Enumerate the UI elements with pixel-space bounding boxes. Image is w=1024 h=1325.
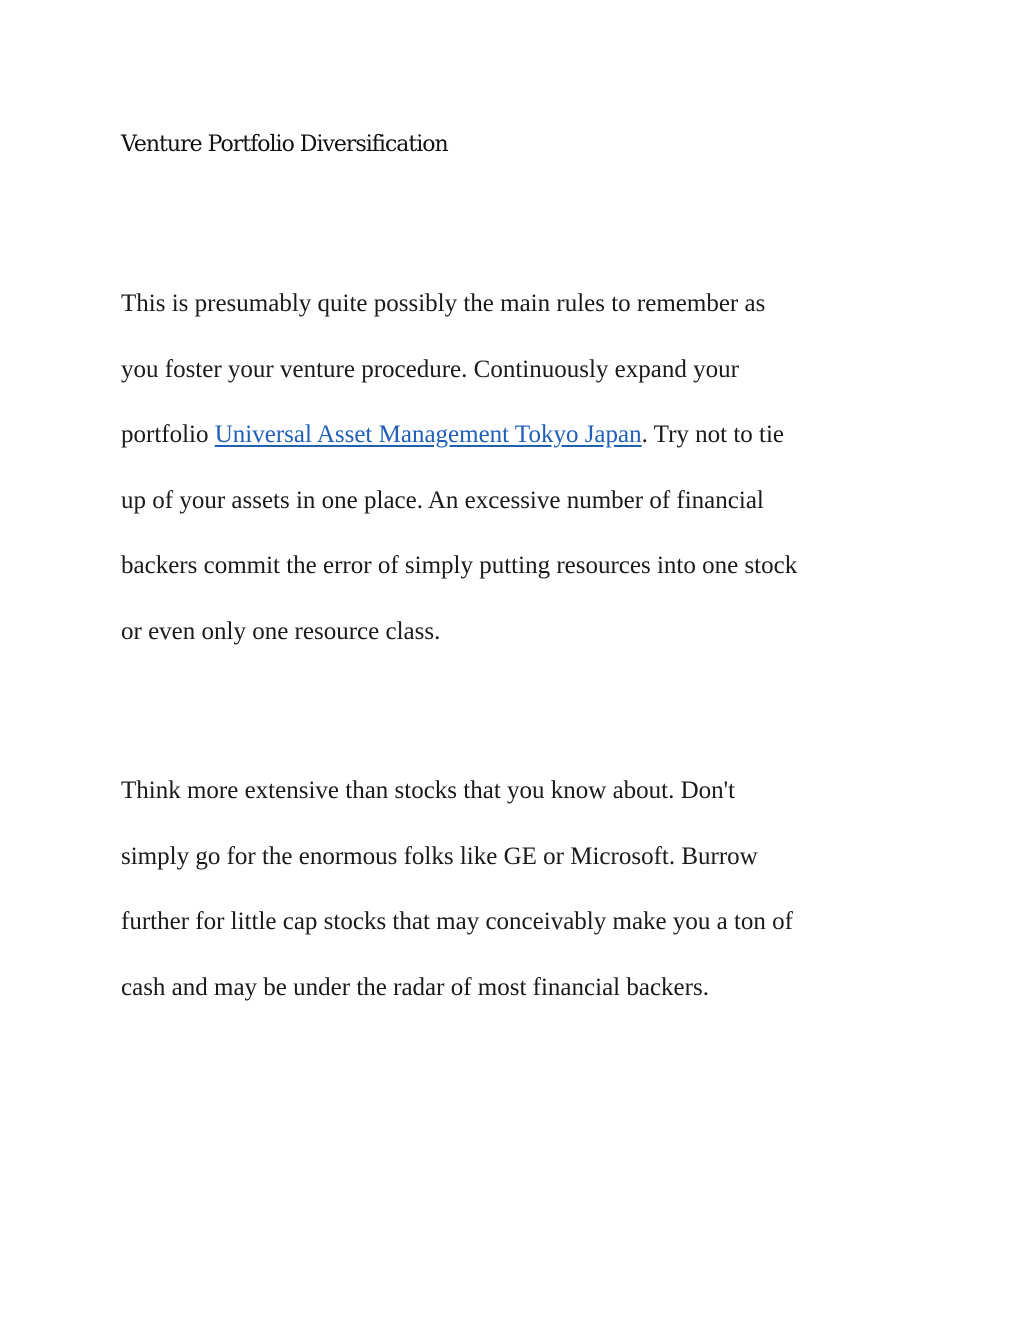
- paragraph-line: up of your assets in one place. An excessive number of financial: [121, 486, 764, 514]
- paragraph-small-cap: [121, 758, 921, 1020]
- paragraph-line-with-link: [121, 402, 921, 468]
- paragraph-line: Think more extensive than stocks that you know about. Don't: [121, 777, 736, 804]
- paragraph-line: cash and may be under the radar of most financial backers.: [121, 973, 709, 1001]
- paragraph-line: further for little cap stocks that may conceivably make you a ton of: [121, 908, 793, 935]
- paragraph-line: backers commit the error of simply putting resources into one stock: [121, 552, 798, 579]
- paragraph-line: simply go for the enormous folks like GE or Microsoft. Burrow: [121, 842, 758, 870]
- paragraph-diversify: [121, 271, 921, 664]
- link-prefix-text: portfolio: [121, 421, 215, 448]
- link-suffix-text: . Try not to tie: [641, 421, 785, 448]
- universal-asset-management-link[interactable]: Universal Asset Management Tokyo Japan: [214, 421, 642, 448]
- paragraph-line: you foster your venture procedure. Continuously expand your: [121, 355, 739, 383]
- document-title: Venture Portfolio Diversification: [121, 132, 448, 157]
- paragraph-line: This is presumably quite possibly the main rules to remember as: [121, 290, 766, 317]
- paragraph-line: or even only one resource class.: [121, 617, 441, 645]
